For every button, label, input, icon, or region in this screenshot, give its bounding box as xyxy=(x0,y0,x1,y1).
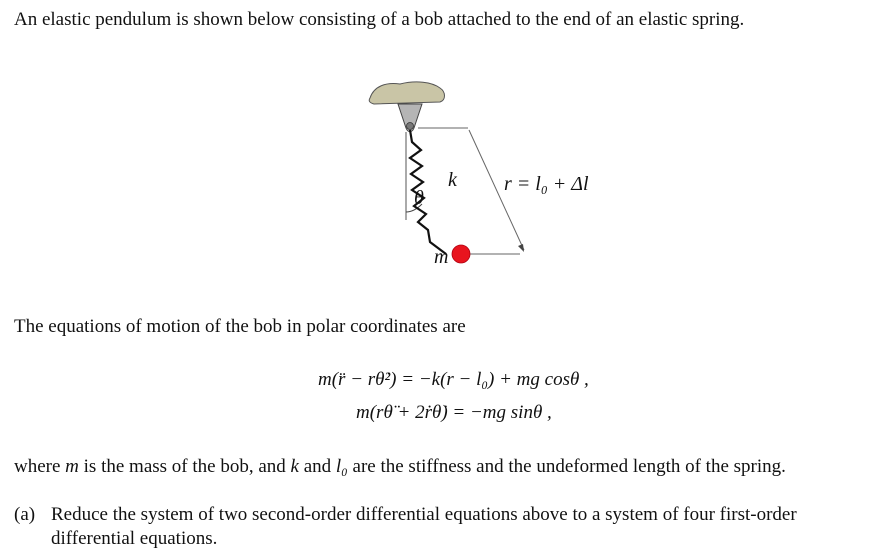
where-text-part: are the stiffness and the undeformed length of the spring. xyxy=(347,456,786,477)
length-label: r = l₀ + Δl xyxy=(504,173,589,195)
where-text xyxy=(14,456,786,478)
bob xyxy=(452,245,470,263)
intro-text: An elastic pendulum is shown below consisting of a bob attached to the end of an elastic spring. xyxy=(14,9,745,30)
length-symbol: l₀ xyxy=(335,456,348,477)
equation-radial: m(r̈ − rθ̇²) = −k(r − l₀) + mg cosθ , xyxy=(318,369,589,390)
where-text-part: and xyxy=(298,456,336,477)
ceiling-support-icon xyxy=(369,82,444,104)
pivot-icon xyxy=(407,123,414,130)
equation-angular: m(rθ̈ + 2ṙθ̇) = −mg sinθ , xyxy=(356,402,552,423)
where-text-part: where xyxy=(14,456,66,477)
mass-symbol: m xyxy=(65,456,79,477)
part-a-line2: differential equations. xyxy=(51,528,218,549)
angle-label: θ xyxy=(414,187,424,209)
elastic-pendulum-figure xyxy=(360,70,630,270)
arrowhead-icon xyxy=(518,244,524,252)
spring-label: k xyxy=(448,169,457,191)
mass-label: m xyxy=(434,246,449,268)
part-a-line1: Reduce the system of two second-order differential equations above to a system of four first-order xyxy=(51,504,797,525)
where-text-part: is the mass of the bob, and xyxy=(78,456,291,477)
part-a-label: (a) xyxy=(14,504,36,525)
part-a xyxy=(14,504,797,526)
equations-intro-text: The equations of motion of the bob in polar coordinates are xyxy=(14,316,466,337)
stiffness-symbol: k xyxy=(290,456,299,477)
